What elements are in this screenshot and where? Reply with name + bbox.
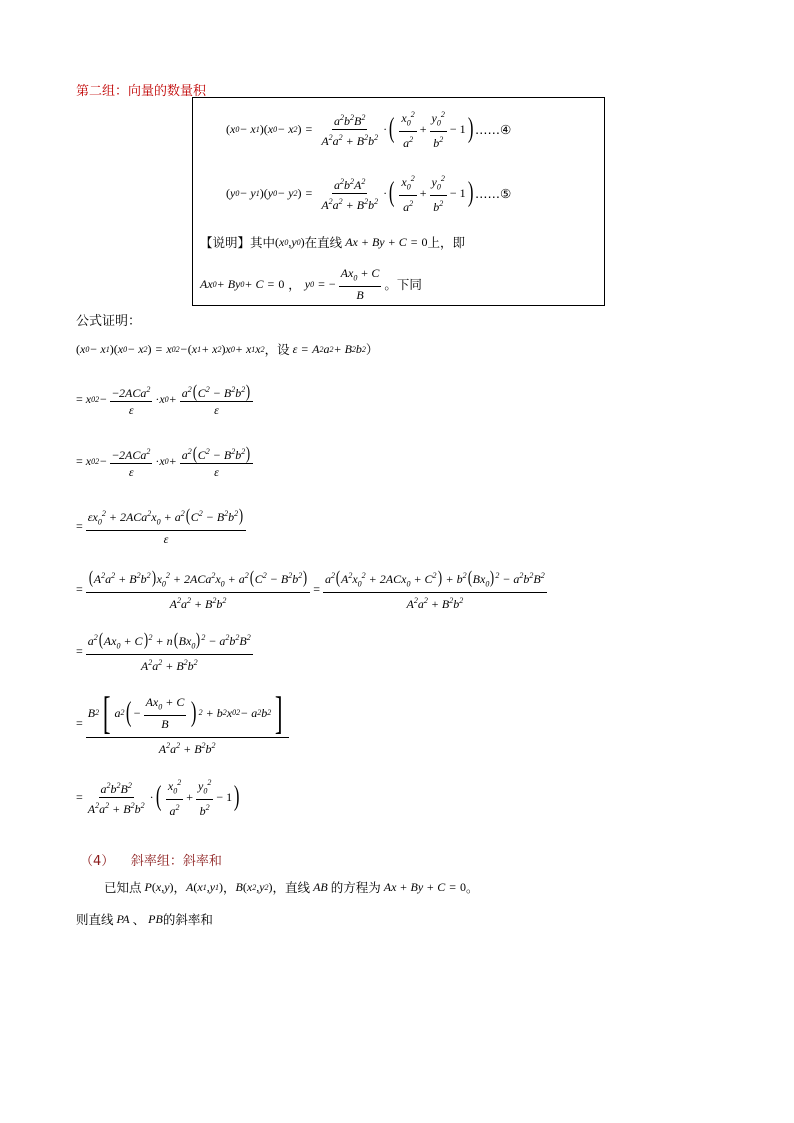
formula-4: ( x 0 − x 1 )( x 0 − x 2 ) = $\frac{a^2b^2B^2}{A^2a^2 + B^2b^2}$ · ( $\frac{x_0^2}{a^2}$ + $\frac{y_0^2}{b^2}$ − 1 ) ……④ (226, 110, 512, 151)
proof-line-5: = $\frac{(A^2a^2 + B^2b^2)x_0^2 + 2ACa^2x_0 + a^2(C^2 - B^2b^2)}{A^2a^2 + B^2b^2}$ = $\frac{a^2(A^2x_0^2 + 2ACx_0 + C^2) + b^2(Bx_0)^2 - a^2b^2B^2}{A^2a^2 + B^2b^2}$ (76, 567, 545, 612)
proof-line-6: = $\frac{a^2(Ax_0 + C)^2 + n(Bx_0)^2 - a^2b^2B^2}{A^2a^2 + B^2b^2}$ (76, 629, 251, 674)
proof-line-8: = $\frac{a^2b^2B^2}{A^2a^2 + B^2b^2}$ · ( $\frac{x_0^2}{a^2}$ + $\frac{y_0^2}{b^2}$ − 1 ) (76, 778, 240, 819)
paragraph-1: 已知点 P ( x , y ) ， A ( x 1 , y 1 ) ， B ( x 2 , y 2 ) ，直线 AB 的方程为 Ax + By + C = 0 。 (104, 879, 479, 895)
proof-line-1: ( x 0 − x 1 )( x 0 − x 2 ) = x 0 2 − ( x 1 + x 2 ) x 0 + x 1 x 2 ，设 ε = A 2 a 2 + B 2 b 2 ） (76, 341, 379, 357)
eq4-label: ……④ (474, 121, 512, 137)
eq5-label: ……⑤ (474, 185, 512, 201)
proof-line-7: = B 2 [ a 2 ( − $\frac{Ax_0 + C}{B}$ ) 2 + b 2 x 0 2 − a 2 b 2 ] $A^2a^2 + B^2b^2$ (76, 690, 292, 756)
section-heading: 第二组：向量的数量积 (76, 84, 207, 99)
proof-heading: 公式证明： (76, 314, 142, 329)
sub-heading-text: 斜率组：斜率和 (130, 854, 222, 869)
box-note-line-2: Ax 0 + By 0 + C = 0 ， y 0 = − $\frac{Ax_0 + C}{B}$ 。下同 (200, 266, 422, 303)
sub-heading-number: （4） (80, 854, 115, 869)
proof-line-3: = x 0 2 − $\frac{-2ACa^2}{\varepsilon}$ · x 0 + $\frac{a^2(C^2 - B^2b^2)}{\varepsilon}$ (76, 444, 256, 479)
paragraph-2: 则直线 PA 、 PB 的斜率和 (76, 911, 213, 927)
box-note-line-1: 【说明】其中 ( x 0 , y 0 ) 在直线 Ax + By + C = 0 上，即 (200, 234, 465, 250)
sub-heading (80, 850, 222, 869)
proof-line-4: = $\frac{\varepsilon x_0^2 + 2ACa^2x_0 + a^2(C^2 - B^2b^2)}{\varepsilon}$ (76, 506, 249, 546)
formula-5: ( y 0 − y 1 )( y 0 − y 2 ) = $\frac{a^2b^2A^2}{A^2a^2 + B^2b^2}$ · ( $\frac{x_0^2}{a^2}$ + $\frac{y_0^2}{b^2}$ − 1 ) ……⑤ (226, 174, 512, 215)
proof-line-2: = x 0 2 − $\frac{-2ACa^2}{\varepsilon}$ · x 0 + $\frac{a^2(C^2 - B^2b^2)}{\varepsilon}$ (76, 382, 256, 417)
